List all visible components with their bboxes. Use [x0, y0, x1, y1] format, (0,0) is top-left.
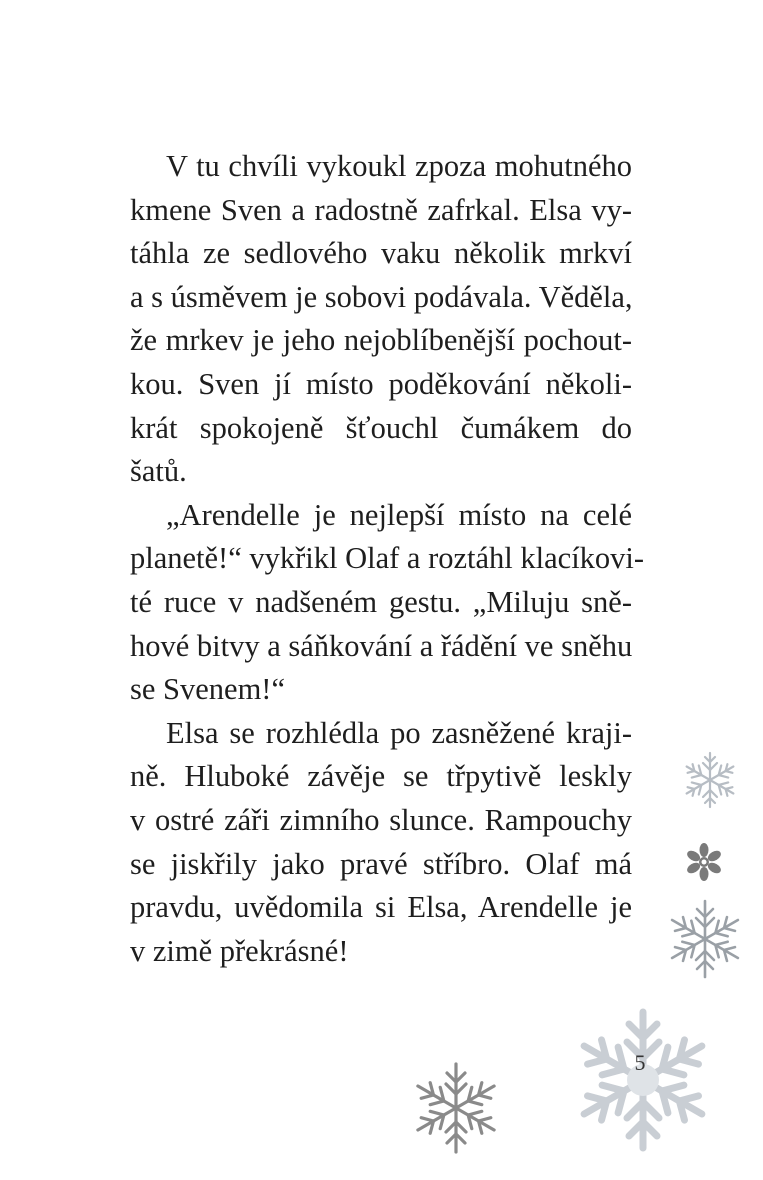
snowflake-icon — [408, 1060, 504, 1156]
text-line: krát spokojeně šťouchl čumákem do — [130, 410, 632, 445]
text-line: v zimě překrásné! — [130, 933, 349, 968]
snowflake-icon — [568, 1005, 718, 1155]
text-line: že mrkev je jeho nejoblíbenější pochout- — [130, 323, 632, 358]
page-number: 5 — [634, 1050, 646, 1075]
text-line: té ruce v nadšeném gestu. „Miluju sně- — [130, 584, 632, 619]
snowflake-icon — [682, 840, 726, 884]
text-line: pravdu, uvědomila si Elsa, Arendelle je — [130, 890, 632, 925]
paragraph-1 — [130, 145, 632, 494]
text-line: ně. Hluboké závěje se třpytivě leskly — [130, 759, 632, 794]
text-line: „Arendelle je nejlepší místo na celé — [166, 497, 632, 532]
text-line: Elsa se rozhlédla po zasněžené kraji- — [166, 715, 632, 750]
text-line: hové bitvy a sáňkování a řádění ve sněhu — [130, 628, 633, 663]
paragraph-2 — [130, 494, 645, 712]
text-line: kou. Sven jí místo poděkování několi- — [130, 366, 632, 401]
snowflake-icon — [664, 898, 746, 980]
body-text — [130, 145, 645, 973]
text-line: V tu chvíli vykoukl zpoza mohutného — [166, 149, 632, 183]
snowflake-icon — [680, 750, 740, 810]
text-line: táhla ze sedlového vaku několik mrkví — [130, 236, 632, 271]
text-line: šatů. — [130, 454, 187, 489]
text-line: planetě!“ vykřikl Olaf a roztáhl klacíkovi- — [130, 541, 645, 576]
paragraph-3 — [130, 712, 632, 974]
text-line: kmene Sven a radostně zafrkal. Elsa vy- — [130, 192, 632, 227]
text-line: se jiskřily jako pravé stříbro. Olaf má — [130, 846, 632, 881]
text-line: se Svenem!“ — [130, 672, 285, 707]
text-line: v ostré záři zimního slunce. Rampouchy — [130, 802, 632, 837]
text-line: a s úsměvem je sobovi podávala. Věděla, — [130, 279, 633, 314]
